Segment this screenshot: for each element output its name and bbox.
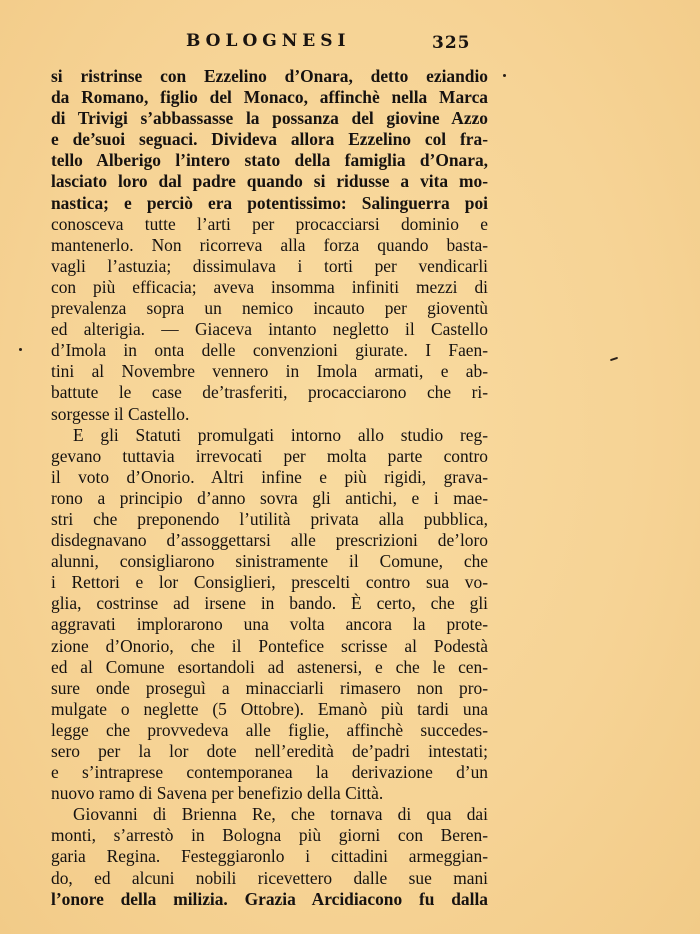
text-line: rono a principio d’anno sovra gli antichi, e i mae- bbox=[51, 487, 488, 508]
text-line: zione d’Onorio, che il Pontefice scrisse al Podestà bbox=[51, 635, 488, 656]
text-line: mulgate o neglette (5 Ottobre). Emanò più tardi una bbox=[51, 698, 488, 719]
text-line: alunni, consigliarono sinistramente il Comune, che bbox=[51, 551, 488, 572]
text-line: battute le case de’trasferiti, procacciarono che ri- bbox=[51, 382, 488, 403]
text-line: ed al Comune esortandoli ad astenersi, e che le cen- bbox=[51, 656, 488, 677]
text-line: conosceva tutte l’arti per procacciarsi dominio e bbox=[51, 213, 488, 234]
text-line: ed alterigia. — Giaceva intanto negletto il Castello bbox=[51, 319, 488, 340]
text-line: con più efficacia; aveva insomma infiniti mezzi di bbox=[51, 276, 488, 297]
text-line: tini al Novembre vennero in Imola armati, e ab- bbox=[51, 361, 488, 382]
text-line: glia, costrinse ad irsene in bando. È certo, che gli bbox=[51, 593, 488, 614]
text-line: legge che provvedeva alle figlie, affinchè succedes- bbox=[51, 719, 488, 740]
text-line: sure onde proseguì a minacciarli rimasero non pro- bbox=[51, 677, 488, 698]
text-line: l’onore della milizia. Grazia Arcidiacono fu dalla bbox=[51, 888, 488, 909]
text-line: si ristrinse con Ezzelino d’Onara, detto eziandio bbox=[51, 66, 488, 86]
ink-speck bbox=[610, 357, 618, 361]
ink-speck bbox=[19, 348, 22, 351]
text-line: garia Regina. Festeggiaronlo i cittadini armeggian- bbox=[51, 846, 488, 867]
page-number: 325 bbox=[432, 33, 471, 53]
text-line: di Trivigi s’abbassasse la possanza del giovine Azzo bbox=[51, 108, 488, 129]
text-line: i Rettori e lor Consiglieri, prescelti contro sua vo- bbox=[51, 572, 488, 593]
text-line: aggravati implorarono una volta ancora la prote- bbox=[51, 614, 488, 635]
text-line: d’Imola in onta delle convenzioni giurate. I Faen- bbox=[51, 340, 488, 361]
text-line: gevano tuttavia irrevocati per molta parte contro bbox=[51, 445, 488, 466]
body-text bbox=[51, 66, 488, 910]
text-line: vagli l’astuzia; dissimulava i torti per vendicarli bbox=[51, 255, 488, 276]
ink-speck bbox=[503, 74, 506, 77]
running-head: BOLOGNESI bbox=[186, 31, 351, 51]
paragraph bbox=[51, 66, 488, 425]
text-line: sero per la lor dote nell’eredità de’padri intestati; bbox=[51, 741, 488, 761]
text-line: nastica; e perciò era potentissimo: Salinguerra poi bbox=[51, 192, 488, 213]
text-line: mantenerlo. Non ricorreva alla forza quando basta- bbox=[51, 234, 488, 255]
paragraph bbox=[51, 425, 488, 805]
text-line: lasciato loro dal padre quando si ridusse a vita mo- bbox=[51, 171, 488, 192]
text-line: stri che preponendo l’utilità privata alla pubblica, bbox=[51, 508, 488, 529]
text-line: monti, s’arrestò in Bologna più giorni con Beren- bbox=[51, 825, 488, 846]
text-line: Giovanni di Brienna Re, che tornava di qua dai bbox=[73, 804, 488, 825]
text-line: E gli Statuti promulgati intorno allo studio reg- bbox=[73, 424, 488, 445]
text-line: il voto d’Onorio. Altri infine e più rigidi, grava- bbox=[51, 466, 488, 487]
text-line: do, ed alcuni nobili ricevettero dalle sue mani bbox=[51, 867, 488, 888]
text-line: nuovo ramo di Savena per benefizio della Città. bbox=[51, 783, 384, 804]
paragraph bbox=[51, 804, 488, 909]
text-line: e de’suoi seguaci. Divideva allora Ezzelino col fra- bbox=[51, 129, 488, 150]
text-line: prevalenza sopra un nemico incauto per gioventù bbox=[51, 298, 488, 319]
text-line: e s’intraprese contemporanea la derivazione d’un bbox=[51, 762, 488, 783]
text-line: tello Alberigo l’intero stato della famiglia d’Onara, bbox=[51, 150, 488, 171]
text-line: da Romano, figlio del Monaco, affinchè nella Marca bbox=[51, 87, 488, 108]
text-line: sorgesse il Castello. bbox=[51, 403, 190, 424]
text-line: disdegnavano d’assoggettarsi alle prescrizioni de’loro bbox=[51, 530, 488, 551]
